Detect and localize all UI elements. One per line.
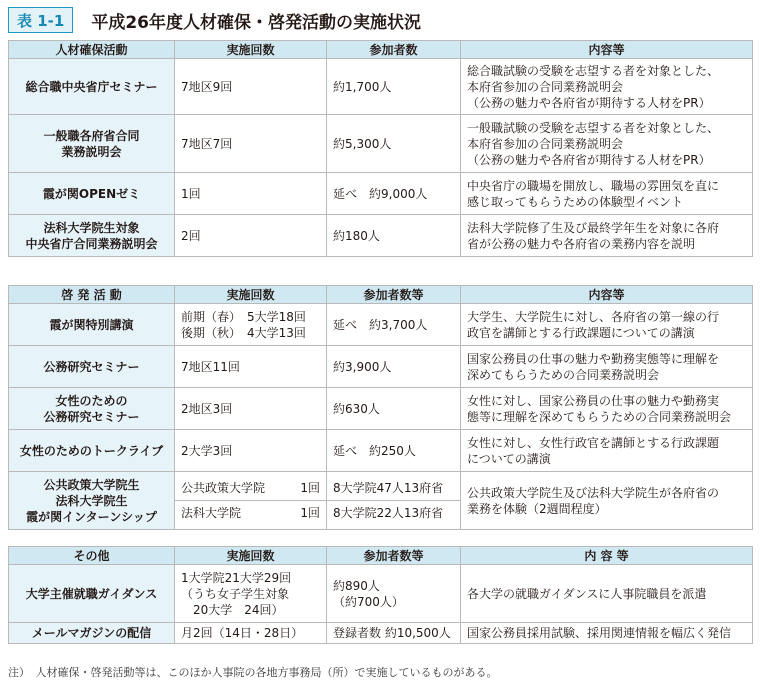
table-row [9,304,753,346]
count-cell: 2回 [175,215,327,257]
activity-name: 法科大学院生対象 中央省庁合同業務説明会 [9,215,175,257]
column-header: 参加者数 [327,41,461,59]
table-row [9,430,753,472]
activity-name: 総合職中央省庁セミナー [9,59,175,115]
participants-cell: 8大学院47人13府省 8大学院22人13府省 [327,472,461,530]
column-header: 参加者数等 [327,547,461,565]
footnote: 注） 人材確保・啓発活動等は、このほか人事院の各地方事務局（所）で実施しているものがある。 [8,666,498,679]
table-row [9,59,753,115]
column-header: 実施回数 [175,547,327,565]
other-activities-table [8,546,753,644]
table-row [9,472,753,530]
activity-name: 女性のためのトークライブ [9,430,175,472]
column-header: その他 [9,547,175,565]
table-header-row [9,547,753,565]
count-cell: 公共政策大学院 1回 法科大学院 1回 [175,472,327,530]
activity-name: 大学主催就職ガイダンス [9,565,175,623]
table-header-row [9,286,753,304]
activity-name: 一般職各府省合同 業務説明会 [9,115,175,173]
column-header: 参加者数等 [327,286,461,304]
activity-name: 公務研究セミナー [9,346,175,388]
activity-name: 霞が関特別講演 [9,304,175,346]
participants-cell: 延べ 約3,700人 [327,304,461,346]
recruitment-activities-table [8,40,753,257]
content-cell: 女性に対し、女性行政官を講師とする行政課題 についての講演 [461,430,753,472]
content-cell: 総合職試験の受験を志望する者を対象とした、 本府省参加の合同業務説明会 （公務の魅力や各府省が期待する人材をPR） [461,59,753,115]
content-cell: 国家公務員の仕事の魅力や勤務実態等に理解を 深めてもらうための合同業務説明会 [461,346,753,388]
content-cell: 各大学の就職ガイダンスに人事院職員を派遣 [461,565,753,623]
content-cell: 法科大学院修了生及び最終学年生を対象に各府 省が公務の魅力や各府省の業務内容を説明 [461,215,753,257]
activity-name: 女性のための 公務研究セミナー [9,388,175,430]
content-cell: 公共政策大学院生及び法科大学院生が各府省の 業務を体験（2週間程度） [461,472,753,530]
table-row [9,623,753,644]
table-row [9,388,753,430]
participants-cell: 約180人 [327,215,461,257]
participants-cell: 延べ 約250人 [327,430,461,472]
content-cell: 中央省庁の職場を開放し、職場の雰囲気を直に 感じ取ってもらうための体験型イベント [461,173,753,215]
table-row [9,173,753,215]
column-header: 啓 発 活 動 [9,286,175,304]
content-cell: 女性に対し、国家公務員の仕事の魅力や勤務実 態等に理解を深めてもらうための合同業務説明会 [461,388,753,430]
participants-cell: 約1,700人 [327,59,461,115]
table-header-row [9,41,753,59]
table-row [9,565,753,623]
content-cell: 一般職試験の受験を志望する者を対象とした、 本府省参加の合同業務説明会 （公務の魅力や各府省が期待する人材をPR） [461,115,753,173]
column-header: 内 容 等 [461,547,753,565]
content-cell: 国家公務員採用試験、採用関連情報を幅広く発信 [461,623,753,644]
table-row [9,215,753,257]
count-cell: 1回 [175,173,327,215]
activity-name: 霞が関OPENゼミ [9,173,175,215]
column-header: 実施回数 [175,286,327,304]
count-cell: 7地区9回 [175,59,327,115]
table-number-badge: 表 1-1 [8,7,73,33]
count-cell: 7地区7回 [175,115,327,173]
count-cell: 7地区11回 [175,346,327,388]
page-title: 平成26年度人材確保・啓発活動の実施状況 [91,12,421,33]
column-header: 内容等 [461,41,753,59]
column-header: 内容等 [461,286,753,304]
title-row [8,6,421,34]
awareness-activities-table [8,285,753,530]
count-cell: 2大学3回 [175,430,327,472]
participants-cell: 約890人 （約700人） [327,565,461,623]
table-row [9,115,753,173]
participants-cell: 約630人 [327,388,461,430]
participants-cell: 約5,300人 [327,115,461,173]
count-cell: 2地区3回 [175,388,327,430]
count-cell: 前期（春） 5大学18回 後期（秋） 4大学13回 [175,304,327,346]
count-cell: 月2回（14日・28日） [175,623,327,644]
participants-cell: 登録者数 約10,500人 [327,623,461,644]
content-cell: 大学生、大学院生に対し、各府省の第一線の行 政官を講師とする行政課題についての講演 [461,304,753,346]
participants-cell: 約3,900人 [327,346,461,388]
column-header: 実施回数 [175,41,327,59]
participants-cell: 延べ 約9,000人 [327,173,461,215]
activity-name: 公共政策大学院生 法科大学院生 霞が関インターンシップ [9,472,175,530]
count-cell: 1大学院21大学29回 （うち女子学生対象 20大学 24回） [175,565,327,623]
column-header: 人材確保活動 [9,41,175,59]
activity-name: メールマガジンの配信 [9,623,175,644]
table-row [9,346,753,388]
